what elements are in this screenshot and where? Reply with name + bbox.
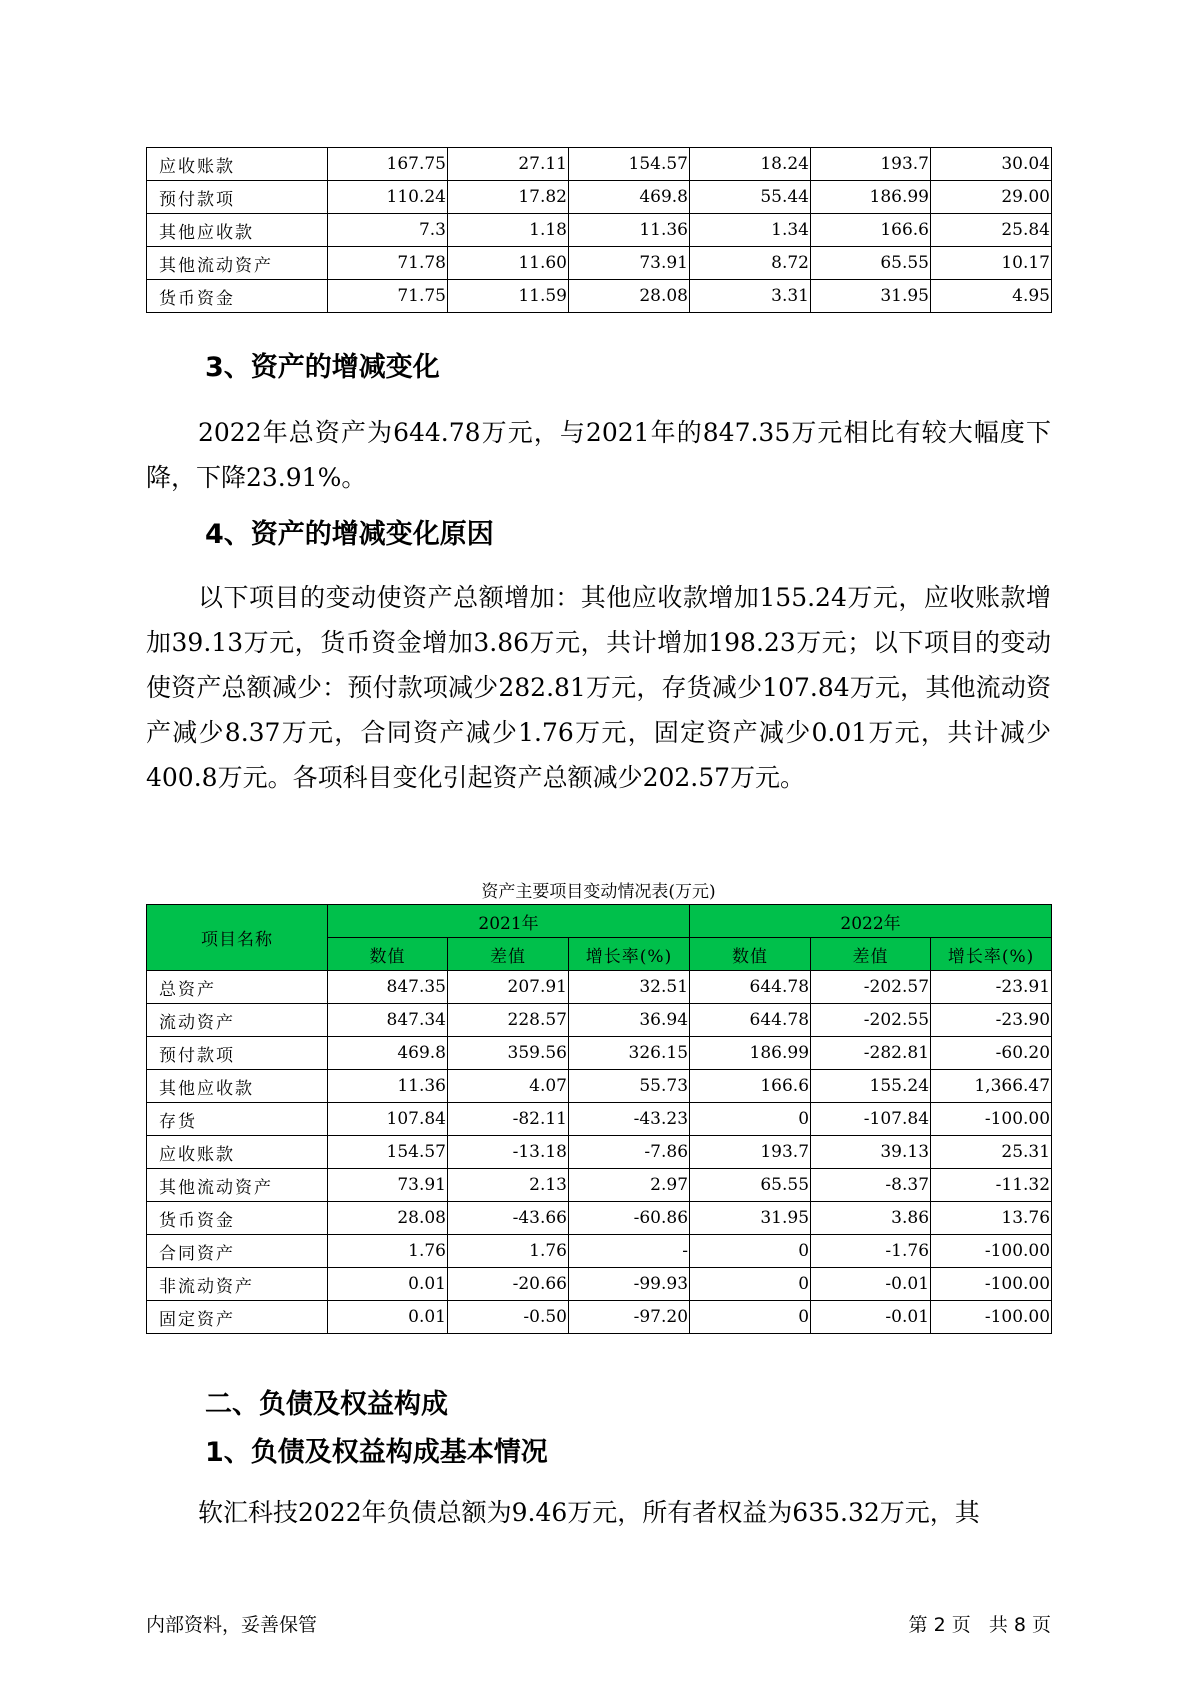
- table-row: [147, 280, 1052, 313]
- table-cell: 71.75: [328, 280, 448, 313]
- row-label: 合同资产: [147, 1235, 328, 1268]
- table-cell: 1.76: [448, 1235, 569, 1268]
- table-cell: -13.18: [448, 1136, 569, 1169]
- section-4-paragraph: 以下项目的变动使资产总额增加：其他应收款增加155.24万元，应收账款增加39.13万元，货币资金增加3.86万元，共计增加198.23万元；以下项目的变动使资产总额减少：预付款项减少282.81万元，存货减少107.84万元，其他流动资产减少8.37万元，合同资产减少1.76万元，固定资产减少0.01万元，共计减少400.8万元。各项科目变化引起资产总额减少202.57万元。: [146, 583, 1051, 792]
- table-cell: 107.84: [328, 1103, 448, 1136]
- section-two-paragraph: 软汇科技2022年负债总额为9.46万元，所有者权益为635.32万元，其: [198, 1498, 980, 1527]
- section-3-paragraph: 2022年总资产为644.78万元，与2021年的847.35万元相比有较大幅度下降，下降23.91%。: [146, 418, 1051, 492]
- section-heading-4: 4、资产的增减变化原因: [205, 519, 494, 550]
- table-cell: -43.23: [569, 1103, 690, 1136]
- footer-confidential-note: 内部资料，妥善保管: [146, 1614, 318, 1636]
- row-label: 应收账款: [147, 148, 328, 181]
- table-cell: 469.8: [328, 1037, 448, 1070]
- table-cell: 154.57: [569, 148, 690, 181]
- table-cell: 32.51: [569, 971, 690, 1004]
- table-cell: 2.13: [448, 1169, 569, 1202]
- table-cell: -100.00: [931, 1235, 1052, 1268]
- table-row: [147, 181, 1052, 214]
- table-cell: 55.73: [569, 1070, 690, 1103]
- table-cell: 25.84: [931, 214, 1052, 247]
- table-row: [147, 1268, 1052, 1301]
- table-row: [147, 971, 1052, 1004]
- table-cell: 0.01: [328, 1301, 448, 1334]
- table-cell: 18.24: [690, 148, 811, 181]
- table-cell: 27.11: [448, 148, 569, 181]
- table-cell: 3.86: [811, 1202, 931, 1235]
- table-cell: 4.95: [931, 280, 1052, 313]
- table-cell: 1.18: [448, 214, 569, 247]
- table-row: [147, 1004, 1052, 1037]
- table-cell: -0.50: [448, 1301, 569, 1334]
- asset-change-table: [146, 904, 1052, 1334]
- table-cell: 1.76: [328, 1235, 448, 1268]
- asset-structure-table-continued: [146, 147, 1052, 313]
- table-cell: -100.00: [931, 1103, 1052, 1136]
- table-cell: 39.13: [811, 1136, 931, 1169]
- table-cell: 166.6: [811, 214, 931, 247]
- table-cell: 155.24: [811, 1070, 931, 1103]
- table-cell: 11.36: [328, 1070, 448, 1103]
- table-cell: 166.6: [690, 1070, 811, 1103]
- row-label: 总资产: [147, 971, 328, 1004]
- row-label: 其他应收款: [147, 1070, 328, 1103]
- table-cell: 0: [690, 1301, 811, 1334]
- table-cell: 644.78: [690, 971, 811, 1004]
- table-cell: -60.86: [569, 1202, 690, 1235]
- header-diff-2021: 差值: [448, 938, 569, 971]
- table-cell: 193.7: [811, 148, 931, 181]
- table-cell: 326.15: [569, 1037, 690, 1070]
- table-cell: 110.24: [328, 181, 448, 214]
- table-cell: 0.01: [328, 1268, 448, 1301]
- table-row: [147, 1070, 1052, 1103]
- table-cell: 207.91: [448, 971, 569, 1004]
- row-label: 其他流动资产: [147, 1169, 328, 1202]
- table-row: [147, 1235, 1052, 1268]
- table-cell: 10.17: [931, 247, 1052, 280]
- table-cell: -: [569, 1235, 690, 1268]
- table-cell: -202.57: [811, 971, 931, 1004]
- header-diff-2022: 差值: [811, 938, 931, 971]
- table-cell: 359.56: [448, 1037, 569, 1070]
- table-cell: -60.20: [931, 1037, 1052, 1070]
- table-cell: -97.20: [569, 1301, 690, 1334]
- table-cell: -100.00: [931, 1301, 1052, 1334]
- row-label: 其他应收款: [147, 214, 328, 247]
- header-year-2021: 2021年: [328, 905, 690, 938]
- table-row: [147, 1169, 1052, 1202]
- table-cell: 31.95: [690, 1202, 811, 1235]
- table-cell: -23.90: [931, 1004, 1052, 1037]
- table-row: [147, 1103, 1052, 1136]
- table-cell: 186.99: [690, 1037, 811, 1070]
- table-row: [147, 1202, 1052, 1235]
- table-cell: -11.32: [931, 1169, 1052, 1202]
- table-cell: -1.76: [811, 1235, 931, 1268]
- table-cell: 4.07: [448, 1070, 569, 1103]
- row-label: 应收账款: [147, 1136, 328, 1169]
- row-label: 存货: [147, 1103, 328, 1136]
- table-cell: 29.00: [931, 181, 1052, 214]
- section-heading-3: 3、资产的增减变化: [205, 352, 440, 383]
- table-cell: 1.34: [690, 214, 811, 247]
- table-row: [147, 247, 1052, 280]
- row-label: 固定资产: [147, 1301, 328, 1334]
- row-label: 货币资金: [147, 1202, 328, 1235]
- table-cell: 193.7: [690, 1136, 811, 1169]
- header-year-2022: 2022年: [690, 905, 1052, 938]
- table-cell: 186.99: [811, 181, 931, 214]
- table-row: [147, 1136, 1052, 1169]
- table-row: [147, 214, 1052, 247]
- table-cell: 469.8: [569, 181, 690, 214]
- table-cell: -0.01: [811, 1268, 931, 1301]
- section-heading-two: 二、负债及权益构成: [205, 1389, 448, 1420]
- table-cell: -82.11: [448, 1103, 569, 1136]
- header-growth-2021: 增长率(%): [569, 938, 690, 971]
- table-cell: 11.36: [569, 214, 690, 247]
- table-cell: 0: [690, 1103, 811, 1136]
- table-cell: 28.08: [328, 1202, 448, 1235]
- table-cell: 11.60: [448, 247, 569, 280]
- table-cell: -202.55: [811, 1004, 931, 1037]
- table-cell: -23.91: [931, 971, 1052, 1004]
- table-cell: 0: [690, 1268, 811, 1301]
- table-cell: 65.55: [811, 247, 931, 280]
- footer-page-number: 第 2 页 共 8 页: [908, 1614, 1051, 1636]
- table-cell: 847.35: [328, 971, 448, 1004]
- table-cell: 28.08: [569, 280, 690, 313]
- table-cell: 3.31: [690, 280, 811, 313]
- table-cell: 644.78: [690, 1004, 811, 1037]
- row-label: 预付款项: [147, 181, 328, 214]
- table-cell: 25.31: [931, 1136, 1052, 1169]
- table-row: [147, 1301, 1052, 1334]
- table-cell: -43.66: [448, 1202, 569, 1235]
- table-cell: 55.44: [690, 181, 811, 214]
- table-cell: 847.34: [328, 1004, 448, 1037]
- table-cell: -7.86: [569, 1136, 690, 1169]
- table-row: [147, 148, 1052, 181]
- table-cell: 8.72: [690, 247, 811, 280]
- table-cell: 2.97: [569, 1169, 690, 1202]
- header-item-name: 项目名称: [147, 905, 328, 971]
- table-cell: -8.37: [811, 1169, 931, 1202]
- table-cell: -100.00: [931, 1268, 1052, 1301]
- table-cell: 73.91: [569, 247, 690, 280]
- table-cell: 11.59: [448, 280, 569, 313]
- table-caption: 资产主要项目变动情况表(万元): [481, 882, 716, 902]
- row-label: 其他流动资产: [147, 247, 328, 280]
- header-value-2021: 数值: [328, 938, 448, 971]
- table-cell: 30.04: [931, 148, 1052, 181]
- table-cell: 0: [690, 1235, 811, 1268]
- row-label: 流动资产: [147, 1004, 328, 1037]
- table-cell: 65.55: [690, 1169, 811, 1202]
- table-cell: 31.95: [811, 280, 931, 313]
- header-growth-2022: 增长率(%): [931, 938, 1052, 971]
- table-cell: 154.57: [328, 1136, 448, 1169]
- table-cell: 17.82: [448, 181, 569, 214]
- sub-heading-1: 1、负债及权益构成基本情况: [205, 1437, 548, 1468]
- table-cell: -0.01: [811, 1301, 931, 1334]
- table-cell: 7.3: [328, 214, 448, 247]
- table-cell: 71.78: [328, 247, 448, 280]
- header-value-2022: 数值: [690, 938, 811, 971]
- table-cell: -107.84: [811, 1103, 931, 1136]
- table-cell: 1,366.47: [931, 1070, 1052, 1103]
- table-cell: -20.66: [448, 1268, 569, 1301]
- table-cell: 228.57: [448, 1004, 569, 1037]
- table-cell: -282.81: [811, 1037, 931, 1070]
- table-cell: 13.76: [931, 1202, 1052, 1235]
- table-cell: 36.94: [569, 1004, 690, 1037]
- table-cell: 167.75: [328, 148, 448, 181]
- row-label: 非流动资产: [147, 1268, 328, 1301]
- table-row: [147, 1037, 1052, 1070]
- row-label: 货币资金: [147, 280, 328, 313]
- table-cell: 73.91: [328, 1169, 448, 1202]
- table-cell: -99.93: [569, 1268, 690, 1301]
- row-label: 预付款项: [147, 1037, 328, 1070]
